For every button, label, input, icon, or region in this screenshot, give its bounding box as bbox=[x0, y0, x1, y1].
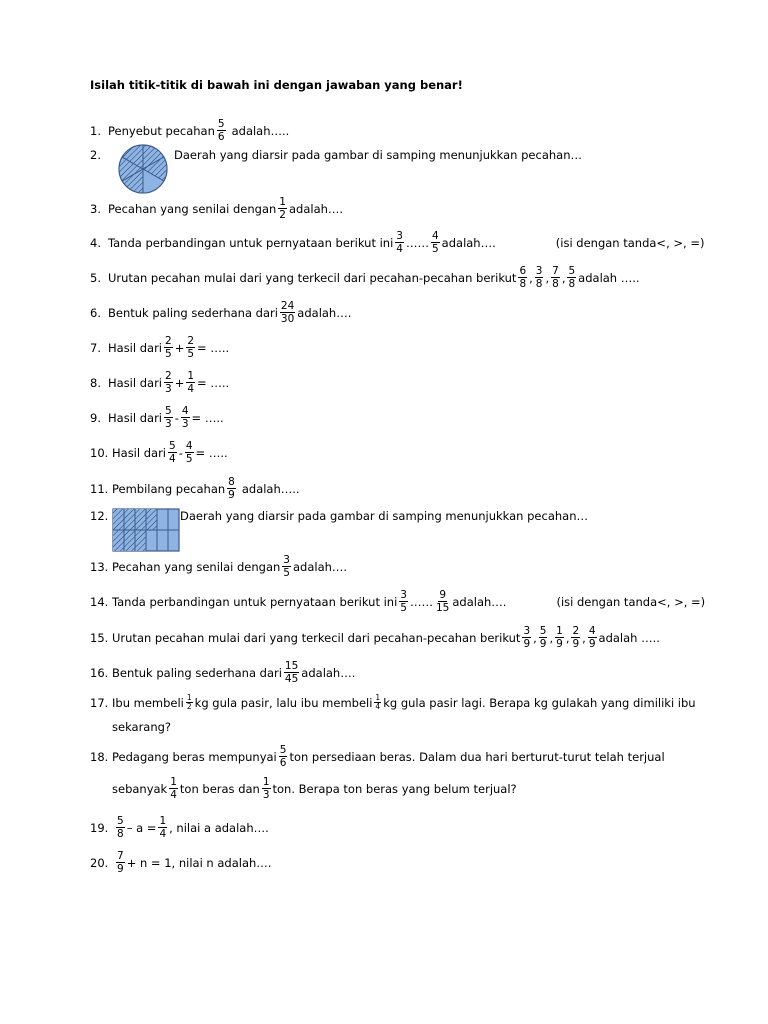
question-text: Hasil dari bbox=[108, 375, 163, 390]
fraction bbox=[186, 335, 195, 360]
numerator: 1 bbox=[262, 776, 270, 788]
numerator: 7 bbox=[552, 265, 559, 277]
question-17-continuation bbox=[112, 720, 171, 734]
numerator: 5 bbox=[217, 118, 225, 130]
fraction bbox=[571, 625, 580, 650]
question-text: Tanda perbandingan untuk pernyataan berikut ini bbox=[108, 235, 394, 250]
question-11 bbox=[90, 476, 300, 501]
question-text: + n = 1, nilai n adalah…. bbox=[126, 855, 272, 870]
denominator: 15 bbox=[435, 602, 450, 614]
numerator: 5 bbox=[169, 440, 176, 452]
denominator: 9 bbox=[228, 489, 235, 501]
numerator: 24 bbox=[280, 300, 295, 312]
numerator: 2 bbox=[165, 335, 172, 347]
question-number: 13. bbox=[90, 559, 109, 574]
question-text: adalah ….. bbox=[578, 270, 640, 285]
operator: + bbox=[174, 340, 185, 355]
denominator: 4 bbox=[170, 789, 177, 801]
denominator: 8 bbox=[568, 278, 576, 290]
numerator: 5 bbox=[279, 744, 287, 756]
denominator: 3 bbox=[181, 418, 189, 430]
fraction bbox=[282, 554, 291, 579]
fraction bbox=[278, 196, 287, 221]
question-number: 12. bbox=[90, 509, 109, 523]
question-number: 15. bbox=[90, 630, 109, 645]
question-1 bbox=[90, 118, 289, 143]
fraction bbox=[567, 265, 576, 290]
numerator: 4 bbox=[185, 440, 193, 452]
denominator: 9 bbox=[117, 863, 124, 875]
question-3 bbox=[90, 196, 343, 221]
fraction bbox=[374, 694, 381, 711]
question-9 bbox=[90, 405, 224, 430]
question-text: , nilai a adalah…. bbox=[169, 820, 269, 835]
fraction bbox=[279, 744, 288, 769]
question-text: Penyebut pecahan bbox=[108, 123, 215, 138]
question-7 bbox=[90, 335, 229, 360]
denominator: 45 bbox=[284, 673, 299, 685]
question-17 bbox=[90, 694, 696, 711]
question-4 bbox=[90, 230, 704, 255]
question-text: ton. Berapa ton beras yang belum terjual? bbox=[272, 781, 517, 796]
denominator: 5 bbox=[185, 453, 193, 465]
question-number: 4. bbox=[90, 235, 101, 250]
question-text: sebanyak bbox=[112, 781, 168, 796]
numerator: 1 bbox=[170, 776, 177, 788]
question-text: – a = bbox=[126, 820, 157, 835]
worksheet-heading: Isilah titik-titik di bawah ini dengan jawaban yang benar! bbox=[90, 78, 463, 92]
fraction bbox=[399, 589, 408, 614]
fraction bbox=[116, 815, 125, 840]
fraction bbox=[435, 589, 450, 614]
fraction bbox=[588, 625, 597, 650]
denominator: 4 bbox=[375, 702, 381, 711]
question-text: Daerah yang diarsir pada gambar di samping menunjukkan pecahan… bbox=[174, 148, 582, 162]
numerator: 1 bbox=[159, 815, 167, 827]
fraction bbox=[169, 776, 178, 801]
fraction bbox=[280, 300, 295, 325]
question-text: Urutan pecahan mulai dari yang terkecil dari pecahan-pecahan berikut bbox=[108, 270, 517, 285]
question-13 bbox=[90, 554, 347, 579]
fraction bbox=[431, 230, 440, 255]
numerator: 4 bbox=[181, 405, 189, 417]
question-text: Pedagang beras mempunyai bbox=[112, 749, 277, 764]
fraction bbox=[185, 440, 194, 465]
denominator: 8 bbox=[552, 278, 559, 290]
question-number: 16. bbox=[90, 665, 109, 680]
fraction bbox=[116, 850, 125, 875]
question-text: ton beras dan bbox=[179, 781, 260, 796]
denominator: 2 bbox=[186, 702, 192, 711]
fraction bbox=[555, 625, 564, 650]
numerator: 4 bbox=[431, 230, 439, 242]
question-number: 1. bbox=[90, 123, 101, 138]
operator: - bbox=[178, 445, 183, 460]
numerator: 4 bbox=[588, 625, 596, 637]
numerator: 2 bbox=[187, 335, 195, 347]
question-number: 14. bbox=[90, 594, 109, 609]
denominator: 4 bbox=[396, 243, 403, 255]
denominator: 9 bbox=[539, 638, 547, 650]
question-10 bbox=[90, 440, 228, 465]
question-text: Hasil dari bbox=[108, 410, 163, 425]
fraction bbox=[395, 230, 404, 255]
question-8 bbox=[90, 370, 229, 395]
fraction bbox=[227, 476, 236, 501]
question-text: Pecahan yang senilai dengan bbox=[108, 201, 277, 216]
operator: - bbox=[174, 410, 179, 425]
operator: + bbox=[174, 375, 185, 390]
fraction bbox=[186, 370, 195, 395]
numerator: 2 bbox=[572, 625, 580, 637]
question-text: adalah…. bbox=[301, 665, 356, 680]
question-text: Pembilang pecahan bbox=[112, 481, 226, 496]
blank-dots: …… bbox=[409, 594, 433, 609]
question-14 bbox=[90, 589, 705, 614]
question-15: 15. Urutan pecahan mulai dari yang terkecil dari pecahan-pecahan berikut $\frac{3}{9}$ , $\frac{5}{9}$ , $\frac{1}{9}$ , $\frac{2}{9}$ , $\frac{4}{9}$ adalah ….. bbox=[90, 625, 660, 650]
question-19 bbox=[90, 815, 269, 840]
question-text: adalah ….. bbox=[598, 630, 660, 645]
fraction bbox=[262, 776, 271, 801]
denominator: 6 bbox=[217, 131, 225, 143]
denominator: 30 bbox=[280, 313, 295, 325]
denominator: 5 bbox=[187, 348, 195, 360]
question-text: adalah…. bbox=[288, 201, 344, 216]
numerator: 3 bbox=[283, 554, 290, 566]
question-text: Hasil dari bbox=[112, 445, 167, 460]
fraction bbox=[158, 815, 167, 840]
denominator: 8 bbox=[535, 278, 543, 290]
denominator: 5 bbox=[283, 567, 290, 579]
question-text: Tanda perbandingan untuk pernyataan berikut ini bbox=[112, 594, 398, 609]
question-number: 20. bbox=[90, 855, 109, 870]
numerator: 2 bbox=[165, 370, 172, 382]
denominator: 3 bbox=[165, 418, 172, 430]
denominator: 4 bbox=[169, 453, 176, 465]
question-text: adalah…. bbox=[297, 305, 352, 320]
fraction bbox=[539, 625, 548, 650]
question-number: 2. bbox=[90, 148, 101, 162]
question-text: Urutan pecahan mulai dari yang terkecil dari pecahan-pecahan berikut bbox=[112, 630, 521, 645]
numerator: 3 bbox=[535, 265, 543, 277]
question-text: Hasil dari bbox=[108, 340, 163, 355]
fraction bbox=[186, 694, 193, 711]
question-number: 7. bbox=[90, 340, 101, 355]
question-number: 5. bbox=[90, 270, 101, 285]
denominator: 9 bbox=[572, 638, 580, 650]
question-text: kg gula pasir lagi. Berapa kg gulakah yang dimiliki ibu bbox=[383, 695, 696, 710]
question-text: adalah…. bbox=[292, 559, 348, 574]
numerator: 1 bbox=[279, 196, 286, 208]
question-text: sekarang? bbox=[112, 720, 172, 734]
denominator: 3 bbox=[262, 789, 270, 801]
numerator: 5 bbox=[117, 815, 124, 827]
question-number: 10. bbox=[90, 445, 109, 460]
numerator: 5 bbox=[165, 405, 172, 417]
fraction bbox=[535, 265, 544, 290]
question-18-continuation bbox=[112, 776, 517, 801]
blank-dots: …… bbox=[405, 235, 429, 250]
fraction bbox=[284, 660, 299, 685]
denominator: 3 bbox=[165, 383, 172, 395]
question-text: Pecahan yang senilai dengan bbox=[112, 559, 281, 574]
numerator: 1 bbox=[375, 693, 381, 702]
denominator: 5 bbox=[431, 243, 439, 255]
denominator: 8 bbox=[117, 828, 124, 840]
question-number: 8. bbox=[90, 375, 101, 390]
question-6 bbox=[90, 300, 351, 325]
question-text: adalah….. bbox=[241, 481, 300, 496]
fraction bbox=[522, 625, 531, 650]
denominator: 2 bbox=[279, 209, 286, 221]
fraction bbox=[164, 370, 173, 395]
fraction bbox=[164, 405, 173, 430]
denominator: 5 bbox=[165, 348, 172, 360]
question-text: ton persediaan beras. Dalam dua hari berturut-turut telah terjual bbox=[289, 749, 665, 764]
numerator: 1 bbox=[186, 693, 192, 702]
numerator: 1 bbox=[187, 370, 195, 382]
question-number: 17. bbox=[90, 695, 109, 710]
question-text: = ….. bbox=[197, 375, 230, 390]
fraction bbox=[518, 265, 527, 290]
numerator: 3 bbox=[396, 230, 403, 242]
denominator: 9 bbox=[523, 638, 531, 650]
question-text: = ….. bbox=[197, 340, 230, 355]
numerator: 15 bbox=[284, 660, 299, 672]
answer-hint: (isi dengan tanda<, >, =) bbox=[555, 235, 705, 250]
question-text: Daerah yang diarsir pada gambar di samping menunjukkan pecahan… bbox=[180, 509, 588, 523]
numerator: 9 bbox=[439, 589, 447, 601]
numerator: 8 bbox=[228, 476, 235, 488]
question-text: adalah…. bbox=[441, 235, 496, 250]
question-number: 19. bbox=[90, 820, 109, 835]
question-20 bbox=[90, 850, 271, 875]
numerator: 1 bbox=[556, 625, 563, 637]
question-text: = ….. bbox=[191, 410, 224, 425]
question-18 bbox=[90, 744, 665, 769]
question-text: adalah…. bbox=[452, 594, 507, 609]
question-text: Bentuk paling sederhana dari bbox=[108, 305, 278, 320]
fraction bbox=[168, 440, 177, 465]
question-number: 9. bbox=[90, 410, 101, 425]
shaded-circle-figure bbox=[114, 143, 172, 195]
fraction bbox=[164, 335, 173, 360]
question-text: Ibu membeli bbox=[112, 695, 184, 710]
question-number: 6. bbox=[90, 305, 101, 320]
answer-hint: (isi dengan tanda<, >, =) bbox=[556, 594, 706, 609]
question-number: 11. bbox=[90, 481, 109, 496]
fraction bbox=[181, 405, 190, 430]
question-text: Bentuk paling sederhana dari bbox=[112, 665, 282, 680]
numerator: 6 bbox=[519, 265, 527, 277]
numerator: 3 bbox=[523, 625, 531, 637]
fraction bbox=[551, 265, 560, 290]
question-text: kg gula pasir, lalu ibu membeli bbox=[194, 695, 373, 710]
question-text: adalah….. bbox=[231, 123, 290, 138]
question-12 bbox=[90, 508, 588, 552]
denominator: 6 bbox=[279, 757, 287, 769]
denominator: 9 bbox=[556, 638, 563, 650]
question-16 bbox=[90, 660, 355, 685]
shaded-rectangle-grid-figure bbox=[112, 508, 180, 552]
numerator: 5 bbox=[568, 265, 576, 277]
numerator: 7 bbox=[117, 850, 124, 862]
denominator: 4 bbox=[159, 828, 167, 840]
numerator: 5 bbox=[539, 625, 547, 637]
numerator: 3 bbox=[400, 589, 407, 601]
question-number: 18. bbox=[90, 749, 109, 764]
question-number: 3. bbox=[90, 201, 101, 216]
denominator: 4 bbox=[187, 383, 195, 395]
question-5: 5. Urutan pecahan mulai dari yang terkecil dari pecahan-pecahan berikut $\frac{6}{8}$ , $\frac{3}{8}$ , $\frac{7}{8}$ , $\frac{5}{8}$ adalah ….. bbox=[90, 265, 640, 290]
question-text: = ….. bbox=[195, 445, 228, 460]
fraction bbox=[217, 118, 226, 143]
denominator: 9 bbox=[588, 638, 596, 650]
denominator: 8 bbox=[519, 278, 527, 290]
denominator: 5 bbox=[400, 602, 407, 614]
question-2 bbox=[90, 143, 582, 195]
